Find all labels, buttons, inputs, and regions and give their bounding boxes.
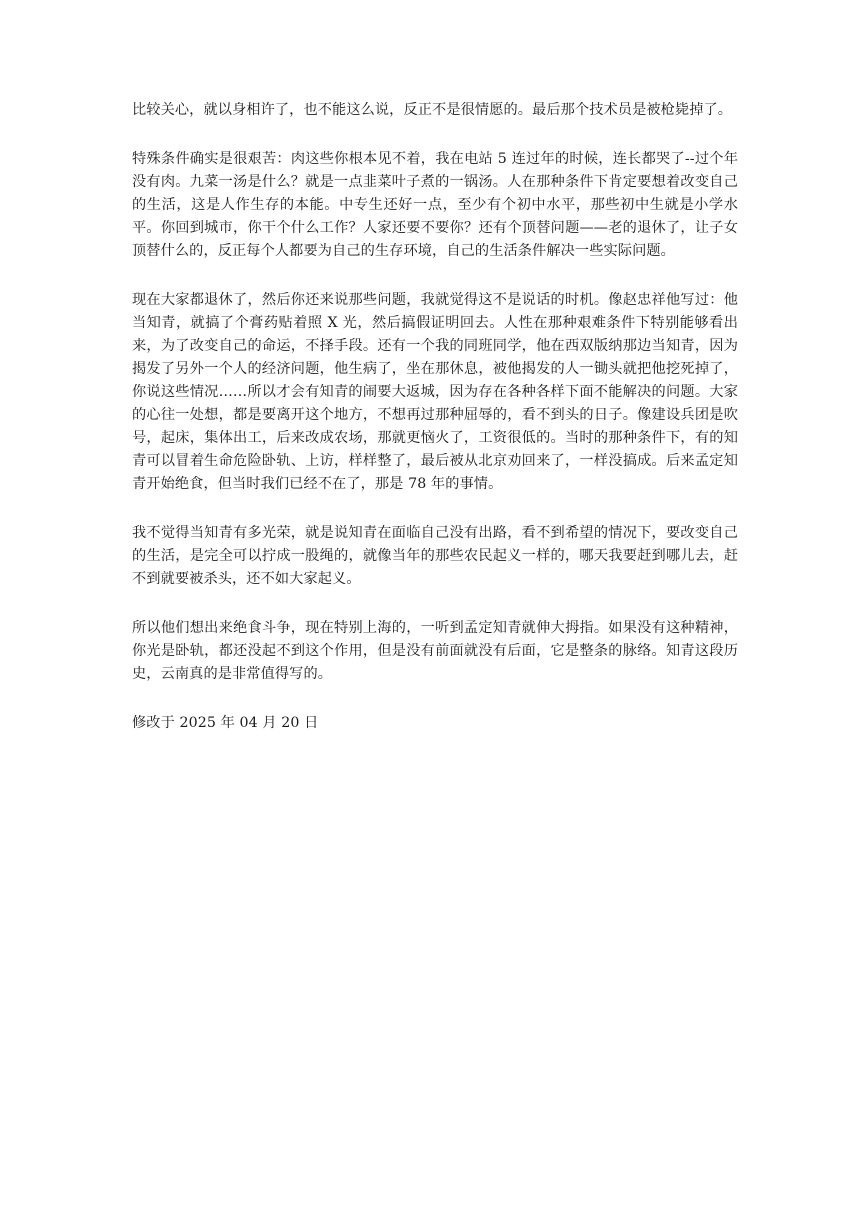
paragraph-1: 比较关心，就以身相许了，也不能这么说，反正不是很情愿的。最后那个技术员是被枪毙掉了。 xyxy=(132,102,733,118)
modified-date: 修改于 2025 年 04 月 20 日 xyxy=(132,715,319,731)
paragraph-5: 所以他们想出来绝食斗争，现在特别上海的，一听到孟定知青就伸大拇指。如果没有这种精神，你光是卧轨，都还没起不到这个作用，但是没有前面就没有后面，它是整条的脉络。知青这段历史，云南真的是非常值得写的。 xyxy=(132,620,738,682)
paragraph-2: 特殊条件确实是很艰苦：肉这些你根本见不着，我在电站 5 连过年的时候，连长都哭了--过个年没有肉。九菜一汤是什么？就是一点韭菜叶子煮的一锅汤。人在那种条件下肯定要想着改变自己的生活，这是人作生存的本能。中专生还好一点，至少有个初中水平，那些初中生就是小学水平。你回到城市，你干个什么工作？人家还要不要你？还有个顶替问题——老的退休了，让子女顶替什么的，反正每个人都要为自己的生存环境，自己的生活条件解决一些实际问题。 xyxy=(132,151,738,259)
document-body xyxy=(132,99,738,761)
paragraph-4: 我不觉得当知青有多光荣，就是说知青在面临自己没有出路，看不到希望的情况下，要改变自己的生活，是完全可以拧成一股绳的，就像当年的那些农民起义一样的，哪天我要赶到哪儿去，赶不到就要被杀头，还不如大家起义。 xyxy=(132,525,738,587)
paragraph-3: 现在大家都退休了，然后你还来说那些问题，我就觉得这不是说话的时机。像赵忠祥他写过：他当知青，就搞了个膏药贴着照 X 光，然后搞假证明回去。人性在那种艰难条件下特别能够看出来，为了改变自己的命运，不择手段。还有一个我的同班同学，他在西双版纳那边当知青，因为揭发了另外一个人的经济问题，他生病了，坐在那休息，被他揭发的人一锄头就把他挖死掉了，你说这些情况……所以才会有知青的闹要大返城，因为存在各种各样下面不能解决的问题。大家的心往一处想，都是要离开这个地方，不想再过那种屈辱的，看不到头的日子。像建设兵团是吹号，起床，集体出工，后来改成农场，那就更恼火了，工资很低的。当时的那种条件下，有的知青可以冒着生命危险卧轨、上访，样样整了，最后被从北京劝回来了，一样没搞成。后来孟定知青开始绝食，但当时我们已经不在了，那是 78 年的事情。 xyxy=(132,292,738,492)
